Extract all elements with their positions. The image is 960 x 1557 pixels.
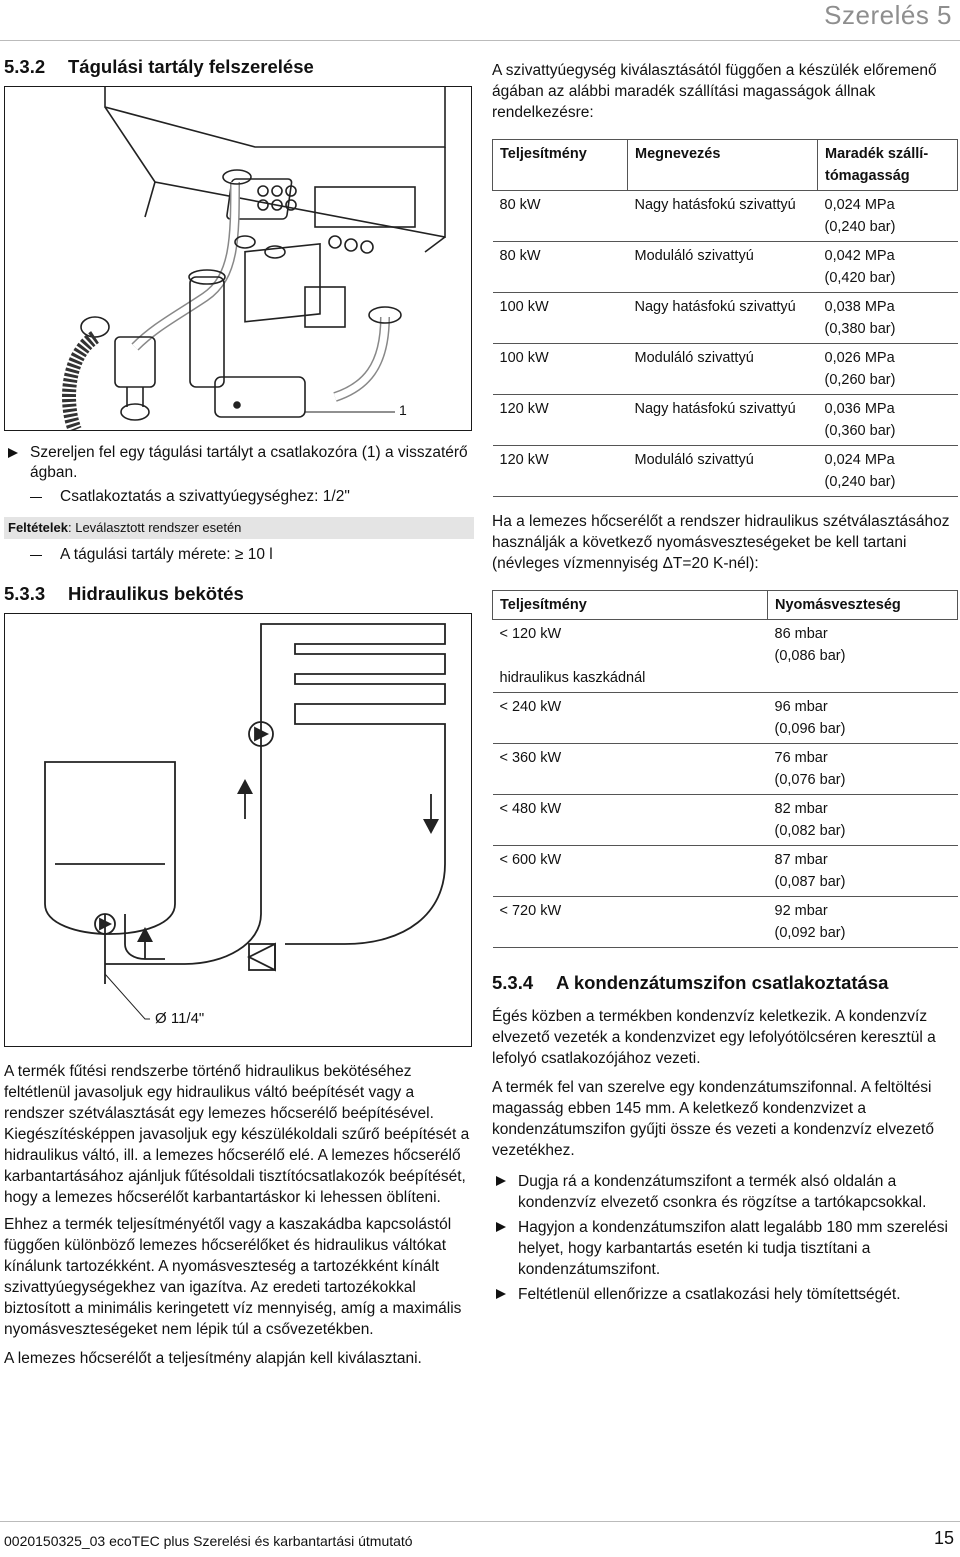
pressure-loss-table <box>492 590 958 948</box>
value-mpa: 0,042 MPa <box>824 248 895 264</box>
value-bar: (0,086 bar) <box>774 648 846 664</box>
value-mbar: 87 mbar <box>774 852 828 868</box>
hydraulic-connection-figure <box>4 613 472 1047</box>
hydraulic-paragraph-3: A lemezes hőcserélőt a teljesítmény alapján kell kiválasztani. <box>4 1350 422 1367</box>
table-cell: Moduláló szivattyú <box>628 242 818 293</box>
table-cell: < 360 kW <box>493 744 768 795</box>
conditions-bar <box>4 517 474 539</box>
value-mbar: 92 mbar <box>774 903 828 919</box>
table-row <box>493 242 958 293</box>
table-cell <box>768 620 958 693</box>
install-step: Szereljen fel egy tágulási tartályt a csatlakozóra (1) a visszatérő ágban. <box>4 443 474 483</box>
table-cell: Nagy hatásfokú szivattyú <box>628 191 818 242</box>
section-heading-534 <box>492 972 958 994</box>
conditions-label: Feltételek <box>8 520 68 535</box>
table-cell: Nagy hatásfokú szivattyú <box>628 293 818 344</box>
table-row <box>493 846 958 897</box>
section-title: A kondenzátumszifon csatlakoztatása <box>556 972 889 993</box>
table-cell: 120 kW <box>493 446 628 497</box>
table-cell: < 240 kW <box>493 693 768 744</box>
table-cell <box>768 795 958 846</box>
figure-callout-1: 1 <box>399 402 407 418</box>
section-number: 5.3.4 <box>492 972 534 993</box>
table-cell: 100 kW <box>493 344 628 395</box>
table-cell <box>818 395 958 446</box>
right-column <box>492 56 958 1305</box>
hydraulic-schematic <box>5 614 471 1046</box>
table-cell: < 480 kW <box>493 795 768 846</box>
value-bar: (0,082 bar) <box>774 823 846 839</box>
hydraulic-paragraph-1: A termék fűtési rendszerbe történő hidraulikus bekötéséhez feltétlenül javasoljuk egy hidraulikus váltó beépítését vagy a rendszer szétválasztását egy lemezes hőcserélő beépítésével. Kiegészítésképpen javasoljuk egy készülékoldali szűrő beépítését a hidraulikus váltó, ill. a lemezes hőcserélő elé. A lemezes hőcserélő karbantartásához ajánljuk fűtésoldali tisztítócsatlakozók beépítését, hogy a lemezes hőcserélőt karbantartáskor ki lehessen öblíteni. <box>4 1063 470 1206</box>
table-row <box>493 446 958 497</box>
condensate-paragraph-1: Égés közben a termékben kondenzvíz keletkezik. A kondenzvíz elvezető vezeték a kondenzvizet egy lefolyótölcséren keresztül a lefolyó csatlakozójához vezeti. <box>492 1008 936 1067</box>
table-cell: 100 kW <box>493 293 628 344</box>
table-row <box>493 344 958 395</box>
expansion-tank-figure <box>4 86 472 431</box>
column-header: Teljesítmény <box>493 140 628 191</box>
value-bar: (0,092 bar) <box>774 925 846 941</box>
table-cell: Nagy hatásfokú szivattyú <box>628 395 818 446</box>
value-bar: (0,380 bar) <box>824 321 896 337</box>
value-bar: (0,420 bar) <box>824 270 896 286</box>
section-number: 5.3.3 <box>4 583 46 604</box>
table-row <box>493 293 958 344</box>
column-header: Maradék szállí-tómagasság <box>818 140 958 191</box>
value-bar: (0,096 bar) <box>774 721 846 737</box>
table-cell: Moduláló szivattyú <box>628 446 818 497</box>
section-title: Hidraulikus bekötés <box>68 583 244 604</box>
column-header: Nyomásveszteség <box>768 591 958 620</box>
table-cell: < 720 kW <box>493 897 768 948</box>
value-bar: (0,240 bar) <box>824 219 896 235</box>
footer-rule <box>0 1521 960 1522</box>
conditions-text: : Leválasztott rendszer esetén <box>67 520 242 535</box>
residual-head-table <box>492 139 958 497</box>
table-cell <box>818 293 958 344</box>
header-rule <box>0 40 960 41</box>
left-column <box>4 56 474 1369</box>
condensate-steps <box>492 1171 958 1305</box>
table-cell <box>818 446 958 497</box>
table-row <box>493 191 958 242</box>
connection-note: Csatlakoztatás a szivattyúegységhez: 1/2" <box>4 487 474 507</box>
table-cell: 80 kW <box>493 242 628 293</box>
condensate-step: Hagyjon a kondenzátumszifon alatt legalább 180 mm szerelési helyet, hogy karbantartás esetén ki tudja tisztítani a kondenzátumszifont. <box>492 1217 958 1280</box>
table-header-row <box>493 140 958 191</box>
chapter-header: Szerelés 5 <box>824 0 952 30</box>
value-mbar: 96 mbar <box>774 699 828 715</box>
value-mpa: 0,036 MPa <box>824 401 895 417</box>
table-row <box>493 744 958 795</box>
condensate-paragraph-2: A termék fel van szerelve egy kondenzátumszifonnal. A feltöltési magasság ebben 145 mm. A keletkező kondenzvizet a kondenzátumszifon gyűjti össze és vezeti a kondenzvíz elvezető vezetékhez. <box>492 1079 934 1159</box>
pressure-loss-intro: Ha a lemezes hőcserélőt a rendszer hidraulikus szétválasztásához használják a következő nyomásveszteségeket be kell tartani (névleges vízmennyiség ΔT=20 K-nél): <box>492 513 950 572</box>
boiler-underside-illustration <box>5 87 471 430</box>
table-cell: 120 kW <box>493 395 628 446</box>
value-bar: (0,240 bar) <box>824 474 896 490</box>
value-mpa: 0,024 MPa <box>824 197 895 213</box>
value-bar: (0,087 bar) <box>774 874 846 890</box>
table-cell <box>768 846 958 897</box>
section-title: Tágulási tartály felszerelése <box>68 56 314 77</box>
value-bar: (0,076 bar) <box>774 772 846 788</box>
cascade-note: hidraulikus kaszkádnál <box>499 670 646 686</box>
section-heading-532 <box>4 56 474 78</box>
table-cell: Moduláló szivattyú <box>628 344 818 395</box>
table-cell <box>768 897 958 948</box>
table-cell: 80 kW <box>493 191 628 242</box>
pipe-diameter-label: Ø 11/4" <box>155 1010 205 1027</box>
table-cell <box>818 344 958 395</box>
power-value: < 120 kW <box>499 626 562 642</box>
table-cell: < 600 kW <box>493 846 768 897</box>
column-header: Teljesítmény <box>493 591 768 620</box>
value-bar: (0,260 bar) <box>824 372 896 388</box>
value-mbar: 82 mbar <box>774 801 828 817</box>
pump-intro: A szivattyúegység kiválasztásától függően a készülék előremenő ágában az alábbi maradék szállítási magasságok állnak rendelkezésre: <box>492 62 937 121</box>
column-header: Megnevezés <box>628 140 818 191</box>
section-number: 5.3.2 <box>4 56 46 77</box>
hydraulic-paragraph-2: Ehhez a termék teljesítményétől vagy a kaszakádba kapcsolástól függően különböző lemezes hőcserélőket és hidraulikus váltókat kínálunk tartozékként. A nyomásveszteség a tartozékként kínált szivattyúegységekhez van igazítva. Az eredeti tartozékokkal biztosított a minimális keringetett víz mennyiség, amíg a maximális nyomásveszteségeket nem lépik túl a csővezetékben. <box>4 1216 462 1338</box>
table-row <box>493 620 958 693</box>
value-mbar: 86 mbar <box>774 626 828 642</box>
table-row <box>493 795 958 846</box>
document-id: 0020150325_03 ecoTEC plus Szerelési és karbantartási útmutató <box>4 1533 413 1549</box>
value-mpa: 0,026 MPa <box>824 350 895 366</box>
tank-size-note: A tágulási tartály mérete: ≥ 10 l <box>4 545 474 565</box>
section-heading-533 <box>4 583 474 605</box>
table-cell <box>768 693 958 744</box>
table-row <box>493 395 958 446</box>
table-cell <box>818 242 958 293</box>
table-row <box>493 897 958 948</box>
value-bar: (0,360 bar) <box>824 423 896 439</box>
condensate-step: Dugja rá a kondenzátumszifont a termék alsó oldalán a kondenzvíz elvezető csonkra és rögzítse a tartókapcsokkal. <box>492 1171 958 1213</box>
condensate-step: Feltétlenül ellenőrizze a csatlakozási hely tömítettségét. <box>492 1284 958 1305</box>
table-row <box>493 693 958 744</box>
table-cell <box>493 620 768 693</box>
table-cell <box>768 744 958 795</box>
page-number: 15 <box>933 1528 954 1548</box>
table-header-row <box>493 591 958 620</box>
value-mpa: 0,038 MPa <box>824 299 895 315</box>
value-mbar: 76 mbar <box>774 750 828 766</box>
value-mpa: 0,024 MPa <box>824 452 895 468</box>
table-cell <box>818 191 958 242</box>
